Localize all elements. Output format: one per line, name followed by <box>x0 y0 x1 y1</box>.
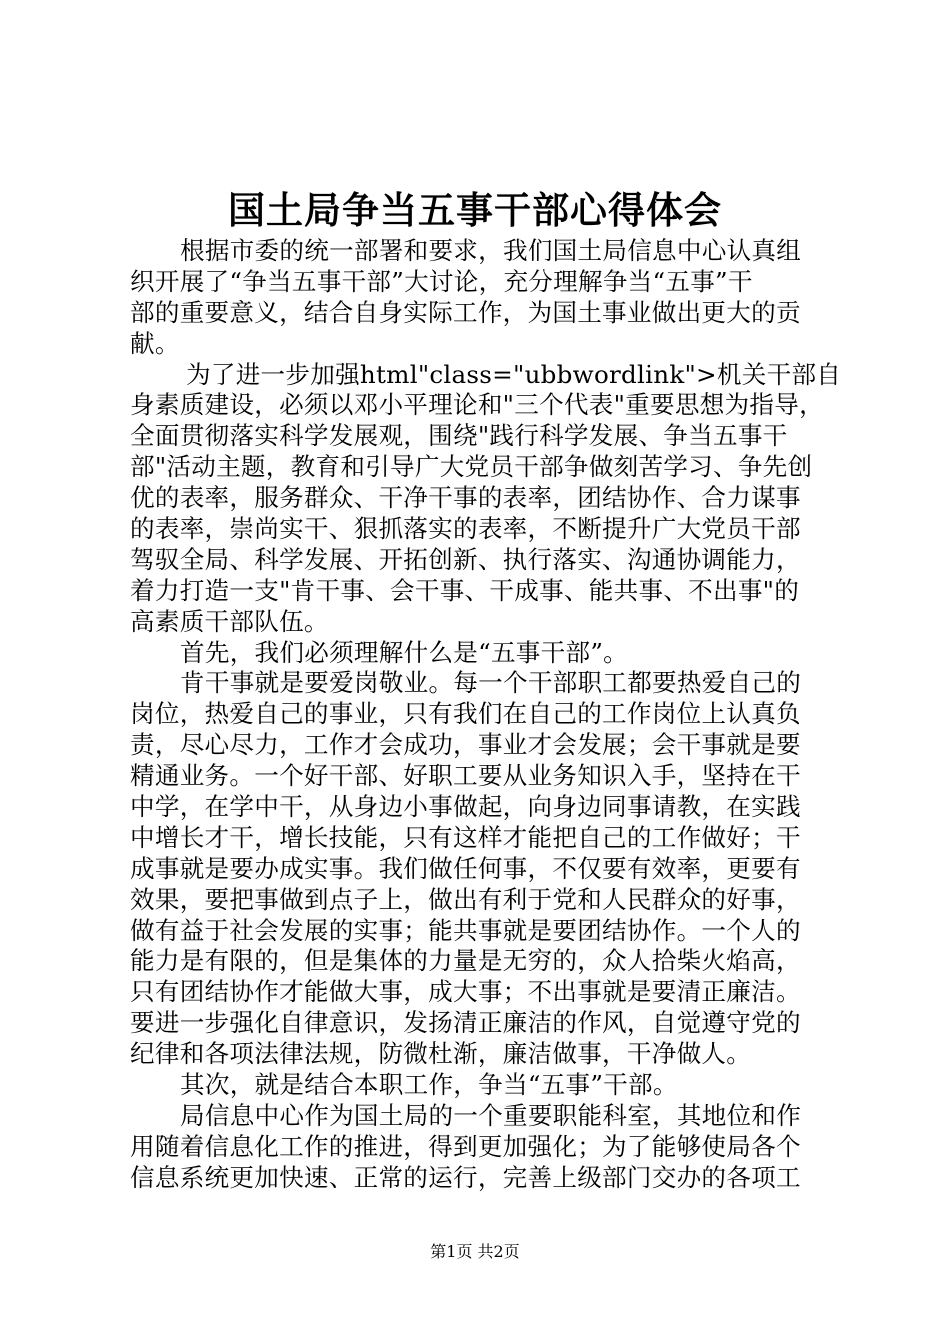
text-line: 身素质建设，必须以邓小平理论和"三个代表"重要思想为指导， <box>130 390 824 420</box>
text-line: 驾驭全局、科学发展、开拓创新、执行落实、沟通协调能力， <box>130 544 801 574</box>
text-line: 信息系统更加快速、正常的运行，完善上级部门交办的各项工 <box>130 1162 801 1192</box>
text-line: 为了进一步加强html"class="ubbwordlink">机关干部自 <box>186 359 842 389</box>
text-line: 织开展了“争当五事干部”大讨论，充分理解争当“五事”干 <box>130 266 753 296</box>
text-line: 部"活动主题，教育和引导广大党员干部争做刻苦学习、争先创 <box>130 452 813 482</box>
text-line: 责，尽心尽力，工作才会成功，事业才会发展；会干事就是要 <box>130 730 801 760</box>
page-title: 国土局争当五事干部心得体会 <box>228 188 722 232</box>
text-line: 效果，要把事做到点子上，做出有利于党和人民群众的好事， <box>130 884 801 914</box>
document-body <box>130 236 840 1194</box>
text-line: 着力打造一支"肯干事、会干事、干成事、能共事、不出事"的 <box>130 575 800 605</box>
text-line: 能力是有限的，但是集体的力量是无穷的，众人拾柴火焰高， <box>130 946 801 976</box>
text-line: 精通业务。一个好干部、好职工要从业务知识入手，坚持在干 <box>130 761 801 791</box>
text-line: 做有益于社会发展的实事；能共事就是要团结协作。一个人的 <box>130 915 801 945</box>
text-line: 中学，在学中干，从身边小事做起，向身边同事请教，在实践 <box>130 792 801 822</box>
text-line: 纪律和各项法律法规，防微杜渐，廉洁做事，干净做人。 <box>130 1039 752 1069</box>
text-line: 全面贯彻落实科学发展观，围绕"践行科学发展、争当五事干 <box>130 421 788 451</box>
text-line: 其次，就是结合本职工作，争当“五事”干部。 <box>180 1070 678 1100</box>
text-line: 优的表率，服务群众、干净干事的表率，团结协作、合力谋事 <box>130 483 801 513</box>
text-line: 只有团结协作才能做大事，成大事；不出事就是要清正廉洁。 <box>130 977 801 1007</box>
text-line: 部的重要意义，结合自身实际工作，为国土事业做出更大的贡 <box>130 297 801 327</box>
text-line: 要进一步强化自律意识，发扬清正廉洁的作风，自觉遵守党的 <box>130 1008 801 1038</box>
text-line: 首先，我们必须理解什么是“五事干部”。 <box>180 637 628 667</box>
text-line: 局信息中心作为国土局的一个重要职能科室，其地位和作 <box>180 1100 802 1130</box>
text-line: 献。 <box>130 328 180 358</box>
text-line: 中增长才干，增长技能，只有这样才能把自己的工作做好；干 <box>130 822 801 852</box>
text-line: 根据市委的统一部署和要求，我们国土局信息中心认真组 <box>180 236 802 265</box>
text-line: 肯干事就是要爱岗敬业。每一个干部职工都要热爱自己的 <box>180 668 802 698</box>
text-line: 岗位，热爱自己的事业，只有我们在自己的工作岗位上认真负 <box>130 699 801 729</box>
text-line: 成事就是要办成实事。我们做任何事，不仅要有效率，更要有 <box>130 853 801 883</box>
page-footer: 第1页 共2页 <box>430 1242 520 1261</box>
text-line: 用随着信息化工作的推进，得到更加强化；为了能够使局各个 <box>130 1131 801 1161</box>
text-line: 的表率，崇尚实干、狠抓落实的表率，不断提升广大党员干部 <box>130 514 801 544</box>
text-line: 高素质干部队伍。 <box>130 606 329 636</box>
